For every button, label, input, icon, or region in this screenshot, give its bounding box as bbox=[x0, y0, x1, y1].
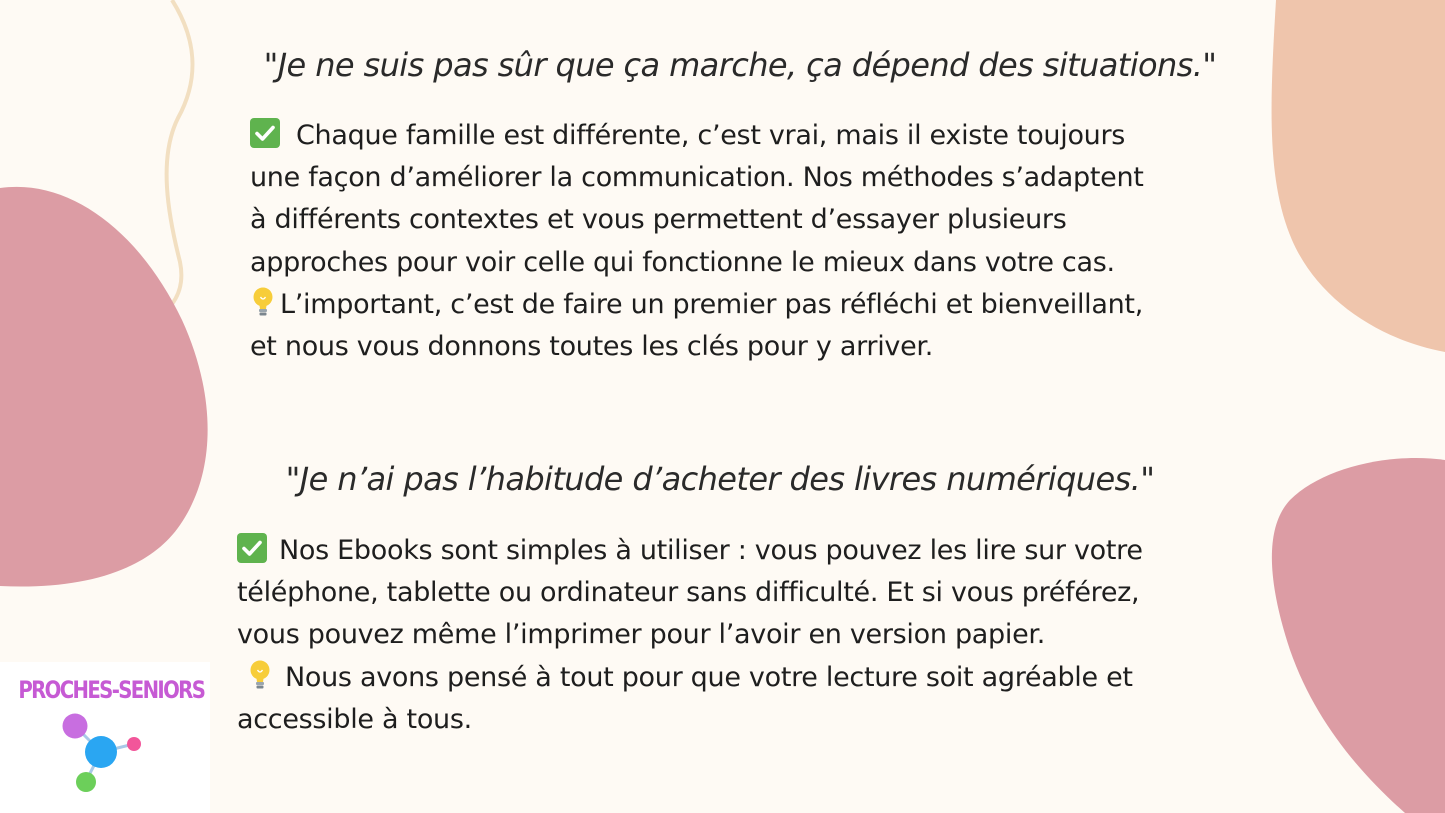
light-bulb-icon bbox=[250, 285, 276, 319]
answer-line: à différents contextes et vous permettent d’essayer plusieurs bbox=[250, 204, 1067, 236]
pink-blob-bottom-right bbox=[1272, 458, 1445, 813]
answer-line: une façon d’améliorer la communication. Nos méthodes s’adaptent bbox=[250, 162, 1144, 194]
objection-quote-2: "Je n’ai pas l’habitude d’acheter des livres numériques." bbox=[285, 460, 1155, 498]
answer-line: téléphone, tablette ou ordinateur sans difficulté. Et si vous préférez, bbox=[237, 577, 1140, 609]
molecule-icon bbox=[0, 662, 210, 813]
answer-block-2 bbox=[237, 530, 1212, 741]
check-mark-icon bbox=[237, 533, 267, 563]
logo-text: PROCHES-SENIORS bbox=[18, 676, 205, 704]
answer-block-1 bbox=[250, 115, 1222, 368]
answer-line: Nous avons pensé à tout pour que votre lecture soit agréable et bbox=[237, 657, 1212, 699]
check-mark-icon bbox=[250, 118, 280, 148]
answer-line: accessible à tous. bbox=[237, 703, 472, 735]
light-bulb-icon bbox=[247, 658, 273, 692]
answer-line: L’important, c’est de faire un premier pas réfléchi et bienveillant, bbox=[250, 284, 1222, 326]
objection-quote-1: "Je ne suis pas sûr que ça marche, ça dépend des situations." bbox=[263, 46, 1217, 84]
answer-line: Nos Ebooks sont simples à utiliser : vous pouvez les lire sur votre bbox=[237, 530, 1212, 572]
answer-line: approches pour voir celle qui fonctionne le mieux dans votre cas. bbox=[250, 246, 1115, 278]
answer-line: vous pouvez même l’imprimer pour l’avoir en version papier. bbox=[237, 619, 1045, 651]
answer-line: et nous vous donnons toutes les clés pour y arriver. bbox=[250, 331, 934, 363]
brand-logo bbox=[0, 662, 210, 813]
answer-line: Chaque famille est différente, c’est vrai, mais il existe toujours bbox=[250, 115, 1222, 157]
peach-blob-top-right bbox=[1272, 0, 1445, 352]
cream-outline-curve bbox=[150, 0, 192, 322]
